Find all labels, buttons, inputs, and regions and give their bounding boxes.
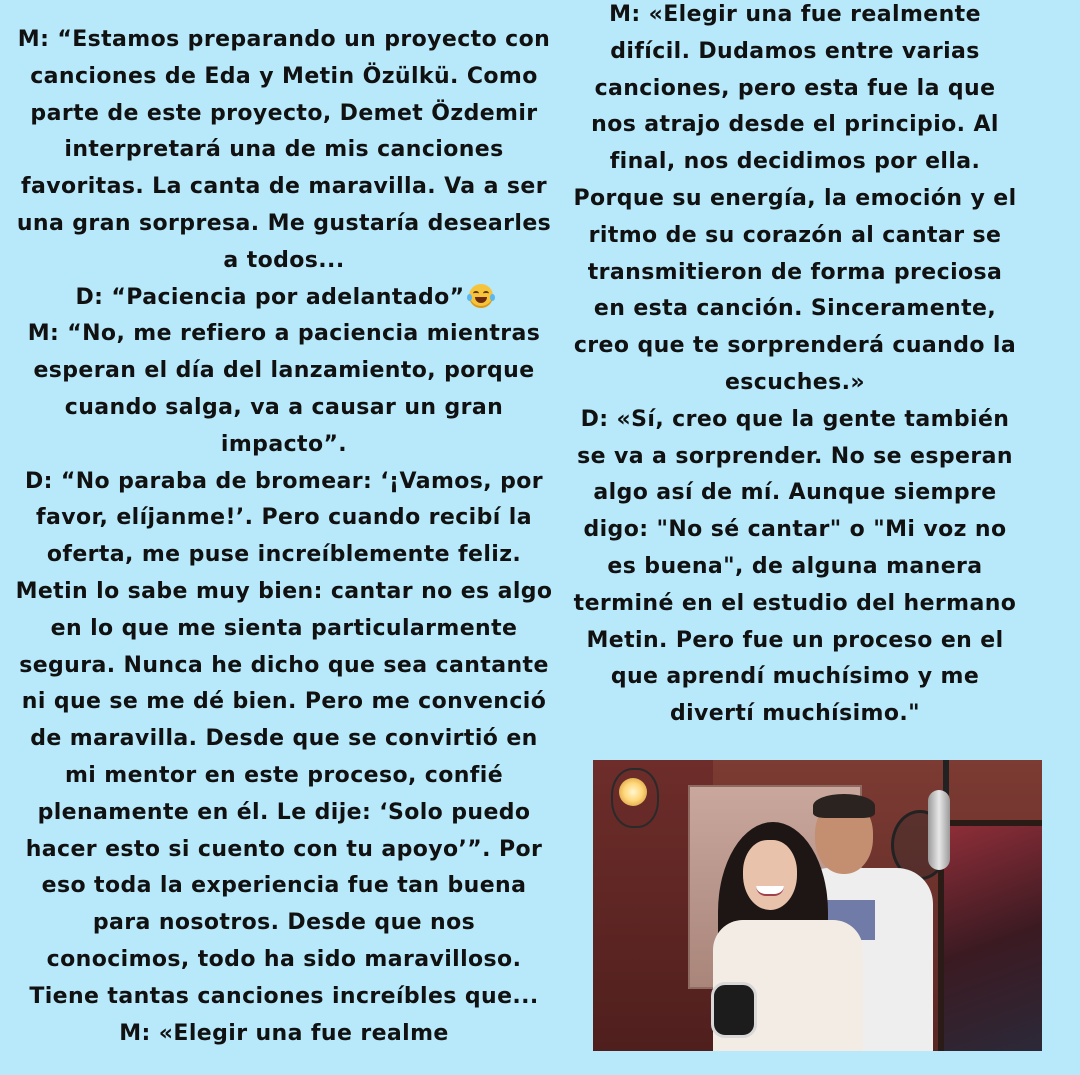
text-line: transmitieron de forma preciosa (587, 259, 1003, 285)
text-line: Tiene tantas canciones increíbles que... (29, 983, 539, 1009)
woman-face (743, 840, 797, 910)
text-line: cuando salga, va a causar un gran (64, 394, 504, 420)
text-line: ritmo de su corazón al cantar se (588, 222, 1002, 248)
text-line: de maravilla. Desde que se convirtió en (30, 726, 538, 752)
text-line: divertí muchísimo." (669, 701, 921, 727)
headphones-icon (711, 982, 757, 1038)
text-line: favor, elíjanme!’. Pero cuando recibí la (36, 505, 532, 531)
lamp-cage (611, 768, 659, 828)
text-line: escuches.» (724, 369, 865, 395)
text-line: D: “Paciencia por adelantado” (75, 284, 465, 310)
text-line: M: «Elegir una fue realme (119, 1020, 449, 1046)
text-line: favoritas. La canta de maravilla. Va a ser (21, 174, 547, 200)
text-line: que aprendí muchísimo y me (610, 664, 980, 690)
text-line: conocimos, todo ha sido maravilloso. (46, 946, 522, 972)
text-line: algo así de mí. Aunque siempre (593, 480, 997, 506)
microphone-icon (928, 790, 950, 870)
text-line: difícil. Dudamos entre varias (610, 38, 980, 64)
text-line: oferta, me puse increíblemente feliz. (46, 542, 522, 568)
text-line: interpretará una de mis canciones (64, 137, 504, 163)
text-line: Metin. Pero fue un proceso en el (586, 627, 1004, 653)
text-line: mi mentor en este proceso, confié (64, 762, 504, 788)
text-line: eso toda la experiencia fue tan buena (41, 873, 527, 899)
text-line: nos atrajo desde el principio. Al (591, 112, 999, 138)
text-line: hacer esto si cuento con tu apoyo’”. Por (25, 836, 543, 862)
text-line: D: «Sí, creo que la gente también (580, 406, 1010, 432)
text-line: canciones de Eda y Metin Özülkü. Como (30, 63, 538, 89)
text-line: M: «Elegir una fue realmente (609, 2, 981, 27)
text-line: se va a sorprender. No se esperan (577, 443, 1013, 469)
text-line: terminé en el estudio del hermano (573, 590, 1017, 616)
text-line: D: “No paraba de bromear: ‘¡Vamos, por (24, 468, 544, 494)
text-line: segura. Nunca he dicho que sea cantante (19, 652, 549, 678)
text-line: a todos... (223, 247, 345, 273)
studio-photo (593, 760, 1042, 1051)
text-line: una gran sorpresa. Me gustaría desearles (16, 210, 552, 236)
text-line: canciones, pero esta fue la que (594, 75, 996, 101)
studio-window (938, 820, 1042, 1051)
text-line: esperan el día del lanzamiento, porque (33, 358, 535, 384)
text-line: M: “No, me refiero a paciencia mientras (27, 321, 541, 347)
text-line: creo que te sorprenderá cuando la (573, 333, 1017, 359)
right-text-column (540, 0, 1050, 733)
text-line: final, nos decidimos por ella. (609, 149, 981, 175)
text-line: impacto”. (220, 431, 348, 457)
laughing-tears-emoji-icon (469, 284, 493, 308)
text-line-with-emoji (14, 280, 554, 317)
text-line: M: “Estamos preparando un proyecto con (17, 27, 551, 52)
text-line: plenamente en él. Le dije: ‘Solo puedo (37, 799, 531, 825)
text-line: en lo que me sienta particularmente (50, 615, 518, 641)
man-hair (813, 794, 875, 818)
text-line: es buena", de alguna manera (607, 553, 983, 579)
text-line: ni que se me dé bien. Pero me convenció (21, 689, 547, 715)
text-line: en esta canción. Sinceramente, (593, 296, 997, 322)
text-line: parte de este proyecto, Demet Özdemir (30, 100, 538, 126)
left-text-column (14, 22, 554, 1052)
text-line: digo: "No sé cantar" o "Mi voz no (583, 517, 1007, 543)
text-line: Metin lo sabe muy bien: cantar no es algo (15, 578, 553, 604)
text-line: para nosotros. Desde que nos (92, 910, 476, 936)
text-line: Porque su energía, la emoción y el (573, 185, 1017, 211)
